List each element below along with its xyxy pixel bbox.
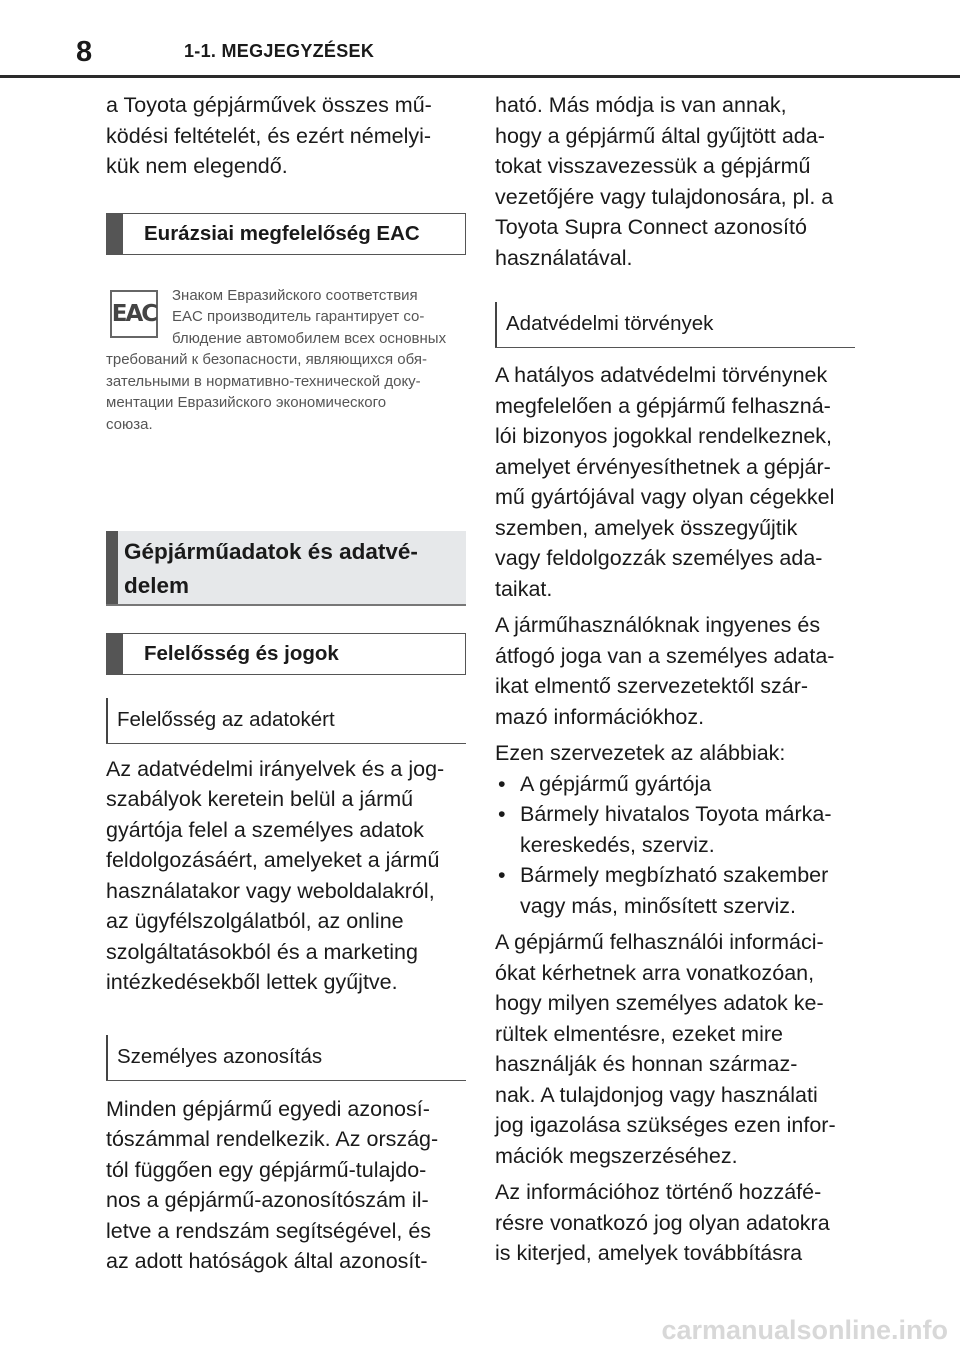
responsibility-heading: Felelősség és jogok — [144, 641, 339, 665]
header-rule — [0, 75, 960, 78]
subheading-data-responsibility: Felelősség az adatokért — [106, 698, 466, 744]
heading-bar — [107, 634, 123, 674]
organizations-intro: Ezen szervezetek az alábbiak: — [495, 741, 786, 765]
left-column — [106, 88, 466, 1277]
identification-paragraph: Minden gépjármű egyedi azonosí- tószámmal rendelkezik. Az ország- tól függően egy gépjármű-tulajdo- nos a gépjármű-azonosítószám il- letve a rendszám segítségével, és az adott hatóságok által azonosít- — [106, 1096, 439, 1273]
heading-bar — [107, 214, 123, 254]
organizations-list — [495, 769, 855, 922]
page-number: 8 — [76, 36, 93, 68]
list-item: • Bármely hivatalos Toyota márka- kereskedés, szerviz. — [495, 799, 855, 860]
identification-paragraph-continued: ható. Más módja is van annak, hogy a gépjármű által gyűjtött ada- tokat visszavezessük a gépjármű vezetőjére vagy tulajdonosára, pl. a Toyota Supra Connect azonosító használatával. — [495, 93, 834, 270]
eac-logo: EAC — [110, 290, 158, 338]
rights-paragraph: A járműhasználóknak ingyenes és átfogó joga van a személyes adata- ikat elmentő szervezetektől szár- mazó információkhoz. — [495, 613, 835, 729]
heading-bar — [106, 531, 118, 606]
responsibility-heading-box — [106, 633, 466, 675]
section-title: 1-1. MEGJEGYZÉSEK — [184, 41, 375, 61]
eac-block — [106, 285, 466, 445]
eac-heading-box — [106, 213, 466, 255]
responsibility-paragraph: Az adatvédelmi irányelvek és a jog- szabályok keretein belül a jármű gyártója felel a személyes adatok feldolgozásáért, amelyeket a jármű használatakor vagy weboldalakról, az ügyfélszolgálatból, az online szolgáltatásokból és a marketing intézkedésekből lettek gyűjtve. — [106, 756, 445, 994]
eac-heading: Eurázsiai megfelelőség EAC — [144, 221, 420, 245]
subheading-data-protection-laws: Adatvédelmi törvények — [495, 302, 855, 348]
laws-paragraph: A hatályos adatvédelmi törvénynek megfelelően a gépjármű felhaszná- lói bizonyos jogokkal rendelkeznek, amelyet érvényesíthetnek a gépjár- mű gyártójával vagy olyan cégekkel szemben, amelyek összegyűjtik vagy feldolgozzák személyes ada- taikat. — [495, 363, 835, 601]
eac-text: Знаком Евразийского соответствия EAC производитель гарантирует со- блюдение автомобилем всех основных требований к безопасности, являющихся обя- зательными в нормативно-технической доку- ментации Евразийского экономического союза. — [106, 286, 447, 433]
subheading-line — [106, 698, 108, 744]
subheading-line — [106, 1035, 108, 1081]
right-column — [495, 88, 855, 1269]
subheading-line — [495, 302, 497, 348]
page-header — [0, 0, 960, 80]
main-heading — [106, 531, 466, 606]
subheading-personal-identification: Személyes azonosítás — [106, 1035, 466, 1081]
list-item: • Bármely megbízható szakember vagy más, minősített szerviz. — [495, 860, 855, 921]
access-right-paragraph: Az információhoz történő hozzáfé- résre vonatkozó jog olyan adatokra is kiterjed, amelyek továbbításra — [495, 1180, 830, 1265]
watermark: carmanualsonline.info — [661, 1315, 948, 1345]
heading-rule — [106, 604, 466, 606]
list-item: • A gépjármű gyártója — [495, 769, 855, 800]
information-request-paragraph: A gépjármű felhasználói informáci- ókat kérhetnek arra vonatkozóan, hogy milyen személyes adatok ke- rültek elmentésre, ezeket mire használják és honnan származ- nak. A tulajdonjog vagy használati jog igazolása szükséges ezen infor- mációk megszerzéséhez. — [495, 930, 836, 1168]
main-heading-text: Gépjárműadatok és adatvé- delem — [124, 538, 418, 598]
intro-paragraph: a Toyota gépjárművek összes mű- ködési feltételét, és ezért némelyi- kük nem elegendő. — [106, 93, 432, 178]
